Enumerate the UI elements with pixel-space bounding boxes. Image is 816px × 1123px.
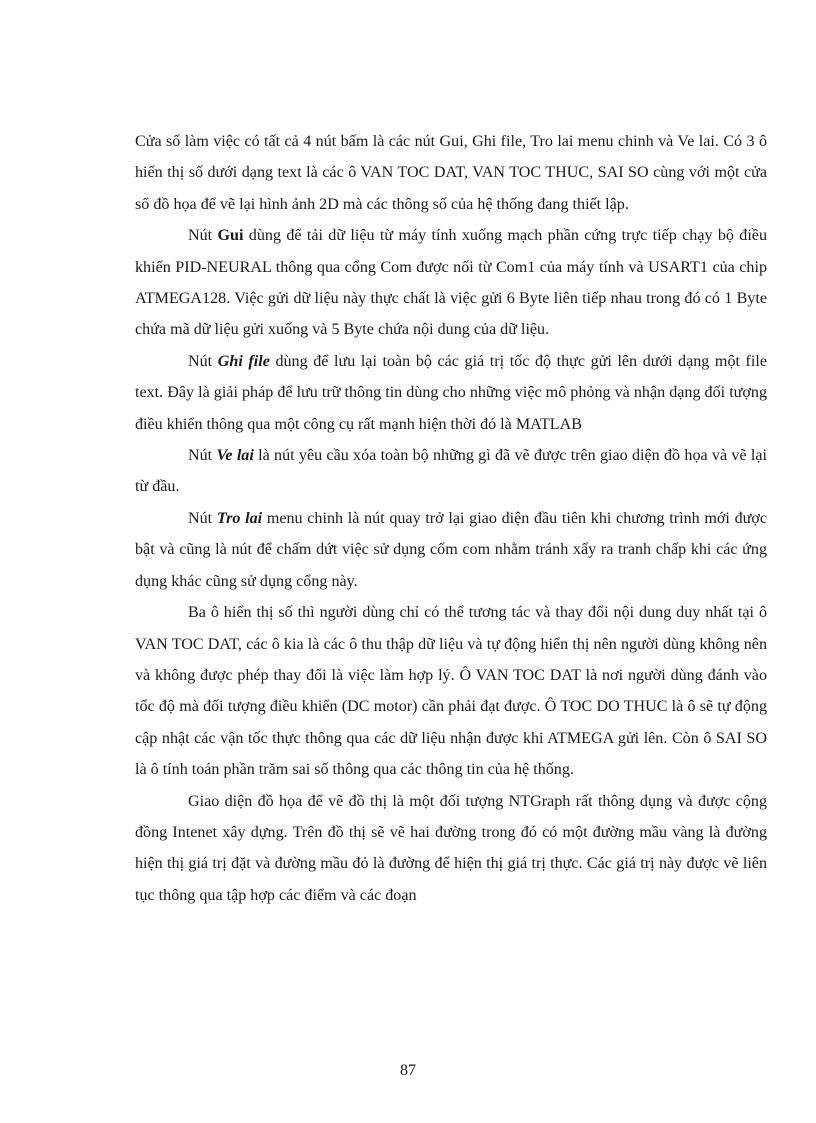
- paragraph: [135, 126, 767, 220]
- text-run: Ba ô hiển thị số thì người dùng chỉ có thể tương tác và thay đổi nội dung duy nhất tại ô VAN TOC DAT, các ô kia là các ô thu thập dữ liệu và tự động hiển thị nên người dùng không nên và không được phép thay đổi là việc làm hợp lý. Ô VAN TOC DAT là nơi người dùng đánh vào tốc độ mà đối tượng điều khiển (DC motor) cần phải đạt được. Ô TOC DO THUC là ô sẽ tự động cập nhật các vận tốc thực thông qua các dữ liệu nhận được khi ATMEGA gửi lên. Còn ô SAI SO là ô tính toán phần trăm sai số thông qua các thông tin của hệ thống.: [135, 604, 767, 779]
- text-run: Nút: [188, 447, 217, 465]
- text-run: dùng để tải dữ liệu từ máy tính xuống mạch phần cứng trực tiếp chạy bộ điều khiển PID-NEURAL thông qua cổng Com được nối từ Com1 của máy tính và USART1 của chip ATMEGA128. Việc gửi dữ liệu này thực chất là việc gửi 6 Byte liên tiếp nhau trong đó có 1 Byte chứa mã dữ liệu gửi xuống và 5 Byte chứa nội dung của dữ liệu.: [135, 227, 768, 339]
- paragraph: [135, 220, 767, 346]
- paragraph: [135, 346, 767, 440]
- text-run: Nút: [188, 352, 218, 370]
- paragraph: [135, 597, 767, 785]
- bold-term-gui: Gui: [217, 227, 244, 245]
- text-run: dùng để lưu lại toàn bộ các giá trị tốc độ thực gửi lên dưới dạng một file text. Đây là giải pháp để lưu trữ thông tin dùng cho những việc mô phỏng và nhận dạng đối tượng điều khiển thông qua một công cụ rất mạnh hiện thời đó là MATLAB: [135, 352, 768, 433]
- text-run: Nút: [188, 509, 217, 527]
- bold-italic-term-ve-lai: Ve lai: [216, 447, 254, 465]
- text-run: là nút yêu cầu xóa toàn bộ những gì đã vẽ được trên giao diện đồ họa và vẽ lại từ đầu.: [135, 447, 767, 496]
- text-run: Giao diện đồ họa để vẽ đồ thị là một đối tượng NTGraph rất thông dụng và được cộng đồng Intenet xây dựng. Trên đồ thị sẽ vẽ hai đường trong đó có một đường mầu vàng là đường hiện thị giá trị đặt và đường mầu đỏ là đường để hiện thị giá trị thực. Các giá trị này được vẽ liên tục thông qua tập hợp các điểm và các đoạn: [135, 792, 767, 904]
- page-number: 87: [400, 1062, 416, 1079]
- text-run: menu chinh là nút quay trở lại giao diện đầu tiên khi chương trình mới được bật và cũng là nút để chấm dứt việc sử dụng cổm com nhằm tránh xẩy ra tranh chấp khi các ứng dụng khác cũng sử dụng cổng này.: [135, 509, 768, 590]
- paragraph: [135, 503, 767, 597]
- body-text: [135, 126, 767, 911]
- bold-italic-term-ghi-file: Ghi file: [217, 352, 270, 370]
- paragraph: [135, 786, 767, 912]
- text-run: Nút: [188, 227, 218, 245]
- text-run: Cửa sổ làm việc có tất cả 4 nút bấm là các nút Gui, Ghi file, Tro lai menu chinh và Ve lai. Có 3 ô hiển thị số dưới dạng text là các ô VAN TOC DAT, VAN TOC THUC, SAI SO cùng với một cửa sổ đồ họa để vẽ lại hình ảnh 2D mà các thông số của hệ thống đang thiết lập.: [135, 133, 767, 213]
- paragraph: [135, 440, 767, 503]
- bold-italic-term-tro-lai: Tro lai: [216, 509, 263, 527]
